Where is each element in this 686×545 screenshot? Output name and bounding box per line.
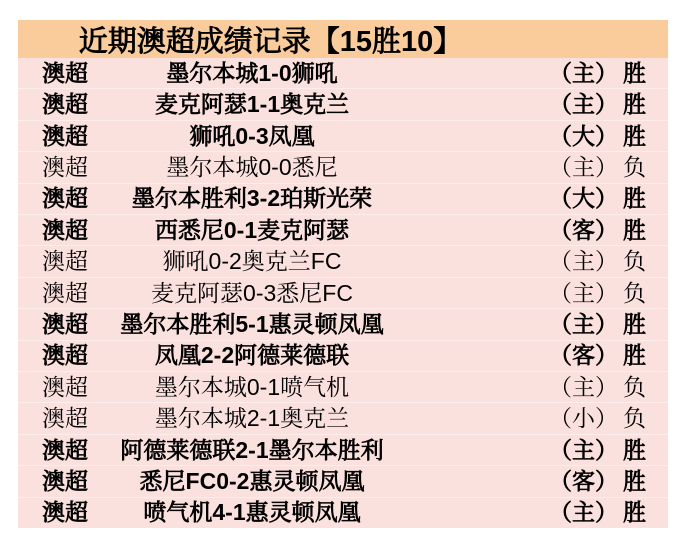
venue-tag: （主） bbox=[549, 279, 618, 306]
venue-tag: （主） bbox=[549, 310, 618, 337]
venue-tag: （主） bbox=[549, 373, 618, 400]
result-badge: 胜 bbox=[623, 342, 646, 369]
result-badge: 胜 bbox=[623, 59, 646, 86]
league-label: 澳超 bbox=[42, 342, 88, 369]
league-label: 澳超 bbox=[42, 248, 88, 275]
league-label: 澳超 bbox=[42, 122, 88, 149]
table-row bbox=[18, 58, 668, 88]
venue-tag: （客） bbox=[549, 342, 618, 369]
result-badge: 负 bbox=[623, 279, 646, 306]
league-label: 澳超 bbox=[42, 59, 88, 86]
match-score: 西悉尼0-1麦克阿瑟 bbox=[154, 216, 350, 243]
match-score: 墨尔本城0-0悉尼 bbox=[166, 153, 338, 180]
result-badge: 胜 bbox=[623, 499, 646, 526]
match-score: 阿德莱德联2-1墨尔本胜利 bbox=[120, 436, 384, 463]
league-label: 澳超 bbox=[42, 499, 88, 526]
result-badge: 胜 bbox=[623, 216, 646, 243]
match-score: 墨尔本城1-0狮吼 bbox=[166, 59, 338, 86]
league-label: 澳超 bbox=[42, 216, 88, 243]
match-score: 悉尼FC0-2惠灵顿凤凰 bbox=[139, 467, 365, 494]
table-row bbox=[18, 465, 668, 496]
match-score: 喷气机4-1惠灵顿凤凰 bbox=[143, 499, 361, 526]
result-badge: 负 bbox=[623, 153, 646, 180]
table-row bbox=[18, 151, 668, 182]
league-label: 澳超 bbox=[42, 153, 88, 180]
league-label: 澳超 bbox=[42, 91, 88, 118]
result-badge: 胜 bbox=[623, 467, 646, 494]
table-row bbox=[18, 214, 668, 245]
result-badge: 胜 bbox=[623, 122, 646, 149]
result-badge: 负 bbox=[623, 373, 646, 400]
results-table bbox=[18, 58, 668, 528]
result-badge: 负 bbox=[623, 248, 646, 275]
result-badge: 胜 bbox=[623, 185, 646, 212]
match-score: 墨尔本城2-1奥克兰 bbox=[154, 405, 350, 432]
results-card bbox=[18, 20, 668, 528]
match-score: 墨尔本城0-1喷气机 bbox=[154, 373, 350, 400]
result-badge: 胜 bbox=[623, 310, 646, 337]
venue-tag: （客） bbox=[549, 467, 618, 494]
match-score: 狮吼0-3凤凰 bbox=[189, 122, 315, 149]
league-label: 澳超 bbox=[42, 185, 88, 212]
venue-tag: （主） bbox=[549, 436, 618, 463]
result-badge: 胜 bbox=[623, 91, 646, 118]
league-label: 澳超 bbox=[42, 405, 88, 432]
table-row bbox=[18, 434, 668, 465]
league-label: 澳超 bbox=[42, 373, 88, 400]
table-row bbox=[18, 402, 668, 433]
venue-tag: （主） bbox=[549, 59, 618, 86]
result-badge: 负 bbox=[623, 405, 646, 432]
table-row bbox=[18, 120, 668, 151]
match-score: 墨尔本胜利5-1惠灵顿凤凰 bbox=[120, 310, 384, 337]
venue-tag: （主） bbox=[549, 91, 618, 118]
venue-tag: （主） bbox=[549, 499, 618, 526]
match-score: 凤凰2-2阿德莱德联 bbox=[154, 342, 350, 369]
league-label: 澳超 bbox=[42, 310, 88, 337]
match-score: 麦克阿瑟1-1奥克兰 bbox=[154, 91, 350, 118]
table-row bbox=[18, 183, 668, 214]
venue-tag: （客） bbox=[549, 216, 618, 243]
result-badge: 胜 bbox=[623, 436, 646, 463]
table-row bbox=[18, 245, 668, 276]
table-row bbox=[18, 497, 668, 528]
league-label: 澳超 bbox=[42, 467, 88, 494]
table-row bbox=[18, 340, 668, 371]
venue-tag: （主） bbox=[549, 248, 618, 275]
venue-tag: （小） bbox=[549, 405, 618, 432]
venue-tag: （大） bbox=[549, 122, 618, 149]
venue-tag: （主） bbox=[549, 153, 618, 180]
match-score: 墨尔本胜利3-2珀斯光荣 bbox=[131, 185, 373, 212]
league-label: 澳超 bbox=[42, 279, 88, 306]
page-title: 近期澳超成绩记录【15胜10】 bbox=[78, 25, 463, 58]
league-label: 澳超 bbox=[42, 436, 88, 463]
table-row bbox=[18, 88, 668, 119]
title-banner bbox=[18, 20, 668, 58]
table-row bbox=[18, 277, 668, 308]
table-row bbox=[18, 371, 668, 402]
match-score: 麦克阿瑟0-3悉尼FC bbox=[151, 279, 353, 306]
venue-tag: （大） bbox=[549, 185, 618, 212]
table-row bbox=[18, 308, 668, 339]
match-score: 狮吼0-2奥克兰FC bbox=[162, 248, 342, 275]
